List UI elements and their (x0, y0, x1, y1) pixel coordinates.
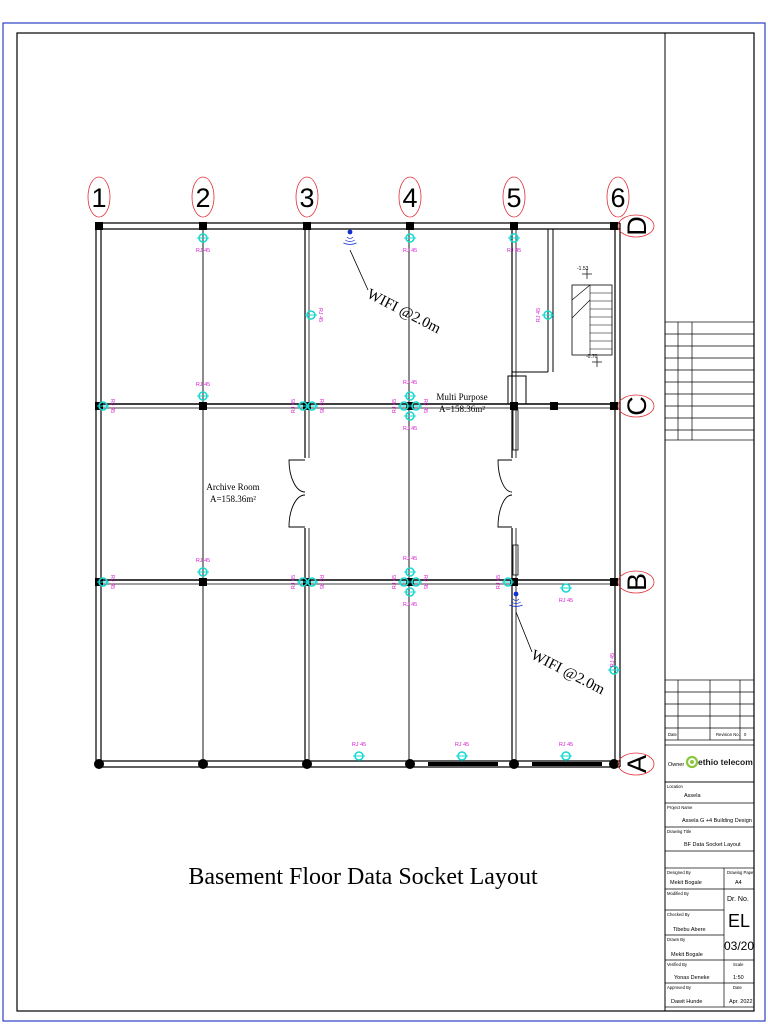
approved-by-value: Dawit Hunde (671, 999, 703, 1005)
ethio-telecom-logo (687, 757, 753, 767)
socket-label: RJ 45 (317, 307, 323, 323)
socket-b4d (403, 588, 417, 608)
socket-label: RJ 45 (402, 426, 418, 432)
socket-label: RJ 45 (109, 398, 115, 414)
socket-a3 (559, 742, 573, 760)
socket-label: RJ 45 (195, 382, 211, 388)
grid-label-5: 5 (506, 183, 522, 213)
logo-wordmark: ethio telecom (698, 757, 753, 767)
drawn-by-label: Drawn By (667, 937, 686, 942)
grid-label-2: 2 (195, 183, 211, 213)
checked-by-value: Tibebu Abere (673, 927, 706, 933)
revision-table-upper (665, 322, 754, 440)
stair-flight (572, 285, 612, 355)
column (199, 402, 207, 410)
date-label: Date (733, 985, 742, 990)
verified-by-value: Yonas Deneke (674, 975, 710, 981)
socket-label: RJ 45 (392, 398, 398, 414)
project-name-value: Assela G +4 Building Design (682, 818, 752, 824)
wifi-wave (347, 237, 353, 239)
drawing-title-label: Drawing Title (667, 829, 692, 834)
socket-label: RJ 45 (558, 742, 574, 748)
column-round (198, 759, 208, 769)
column (510, 222, 518, 230)
socket-label: RJ 45 (402, 248, 418, 254)
dr-no-number: 03/20 (723, 939, 755, 953)
socket-label: RJ 45 (422, 398, 428, 414)
drawing-paper-label: Drawing Paper (727, 870, 755, 875)
wifi-label-2: WIFI @2.0m (528, 647, 608, 699)
column (550, 402, 558, 410)
socket-label: RJ 45 (318, 398, 324, 414)
socket-b5 (496, 575, 514, 589)
socket-label: RJ 45 (351, 742, 367, 748)
location-value: Assela (684, 793, 701, 799)
column (610, 222, 618, 230)
column (199, 578, 207, 586)
drawn-by-value: Mekit Bogale (671, 952, 703, 958)
grid-bubble-5 (503, 177, 525, 217)
socket-stair (536, 308, 554, 322)
socket-c1 (97, 399, 115, 413)
grid-label-1: 1 (91, 183, 107, 213)
grid-bubbles (88, 177, 654, 775)
socket-label: RJ 45 (558, 598, 574, 604)
column (303, 222, 311, 230)
column (199, 222, 207, 230)
revision-date-label: Date (668, 732, 677, 737)
socket-wall-3 (305, 308, 323, 322)
socket-label: RJ 45 (291, 574, 297, 590)
wifi-leader-1 (350, 250, 368, 290)
drawing-title: Basement Floor Data Socket Layout (188, 864, 538, 890)
column (610, 578, 618, 586)
wifi-ap-icon (348, 230, 353, 235)
socket-b4a (392, 575, 410, 589)
column-round (94, 759, 104, 769)
wifi-wave (345, 240, 355, 242)
grid-bubble-C (618, 395, 654, 417)
grid-bubble-B (618, 571, 654, 593)
socket-label: RJ 45 (392, 574, 398, 590)
socket-a2 (455, 742, 469, 760)
room-area-multipurpose: A=158.36m² (438, 404, 486, 414)
socket-label: RJ 45 (496, 574, 502, 590)
dr-no-el: EL (727, 911, 751, 931)
grid-bubble-D (618, 215, 654, 237)
approved-by-label: Approved By (667, 985, 691, 990)
stair-treads (572, 285, 612, 355)
column-round (609, 759, 619, 769)
grid-label-A: A (622, 754, 652, 774)
socket-label: RJ 45 (195, 558, 211, 564)
date-value: Apr. 2022 (729, 999, 753, 1005)
checked-by-label: Checked By (667, 912, 690, 917)
panel-1 (513, 410, 518, 450)
title-block (665, 322, 754, 1007)
revision-no-label: Revision No. (716, 732, 740, 737)
column (95, 222, 103, 230)
grid-label-C: C (622, 396, 652, 416)
drawing-paper-value: A4 (735, 880, 742, 886)
wifi-ap-icon (514, 592, 519, 597)
scale-label: Scale (733, 962, 744, 967)
socket-a1 (352, 742, 366, 760)
socket-b4b (403, 556, 417, 576)
designed-by-label: Designed By (667, 870, 691, 875)
socket-b4c (410, 575, 428, 589)
data-sockets (97, 234, 620, 760)
level-text-lower: -0.70 (586, 354, 598, 360)
socket-d4 (403, 234, 417, 254)
socket-c4d (403, 412, 417, 432)
socket-label: RJ 45 (402, 602, 418, 608)
socket-label: RJ 45 (291, 398, 297, 414)
socket-label: RJ 45 (422, 574, 428, 590)
column (510, 402, 518, 410)
grid-label-B: B (622, 572, 652, 592)
wifi-ap-1 (343, 230, 356, 245)
grid-label-4: 4 (402, 183, 418, 213)
columns (94, 222, 619, 769)
window-1 (428, 762, 498, 766)
revision-table-lower (665, 680, 754, 740)
column-round (509, 759, 519, 769)
socket-label: RJ 45 (402, 380, 418, 386)
location-label: Location (667, 784, 683, 789)
socket-label: RJ 45 (109, 574, 115, 590)
scale-value: 1:50 (733, 975, 744, 981)
project-name-label: Project Name (667, 805, 693, 810)
stair-niche (508, 376, 526, 404)
wifi-leader-2 (516, 612, 532, 652)
grid-label-6: 6 (610, 183, 626, 213)
wifi-wave (343, 243, 356, 245)
grid-bubble-A (618, 753, 654, 775)
level-text-upper: -1.53 (577, 266, 589, 272)
grid-label-D: D (622, 216, 652, 236)
socket-label: RJ 45 (402, 556, 418, 562)
grid-label-3: 3 (299, 183, 315, 213)
grid-bubble-1 (88, 177, 110, 217)
socket-c4b (403, 380, 417, 400)
socket-label: RJ 45 (506, 248, 522, 254)
verified-by-label: Verified By (667, 962, 688, 967)
revision-no-value: 0 (744, 732, 747, 737)
socket-label: RJ 45 (195, 248, 211, 254)
door-gap-5 (509, 458, 519, 528)
socket-label: RJ 45 (318, 574, 324, 590)
socket-b-mid (559, 584, 573, 604)
room-name-archive: Archive Room (206, 482, 260, 492)
socket-d5 (507, 234, 521, 254)
designed-by-value: Mekit Bogale (670, 880, 702, 886)
socket-c4a (392, 399, 410, 413)
wifi-label-1: WIFI @2.0m (364, 286, 444, 338)
grid-bubble-3 (296, 177, 318, 217)
room-name-multipurpose: Multi Purpose (436, 392, 488, 402)
owner-label: Owner (668, 762, 685, 768)
column-round (302, 759, 312, 769)
floor-plan (96, 223, 620, 767)
socket-label: RJ 45 (536, 307, 542, 323)
panel-2 (513, 545, 518, 575)
socket-b1 (97, 575, 115, 589)
grid-bubble-2 (192, 177, 214, 217)
window-2 (532, 762, 602, 766)
wifi-points (343, 230, 522, 607)
column-round (405, 759, 415, 769)
column (406, 222, 414, 230)
room-area-archive: A=158.36m² (209, 494, 257, 504)
door-gap-3 (302, 458, 312, 528)
socket-label: RJ 45 (454, 742, 470, 748)
dr-no-label: Dr. No. (727, 896, 749, 903)
grid-bubble-6 (607, 177, 629, 217)
grid-bubble-4 (399, 177, 421, 217)
socket-label: RJ 45 (610, 652, 616, 668)
drawing-title-value: BF Data Socket Layout (684, 842, 741, 848)
modified-by-label: Modified By (667, 891, 689, 896)
column (610, 402, 618, 410)
socket-east (608, 653, 620, 674)
socket-c4c (410, 399, 428, 413)
